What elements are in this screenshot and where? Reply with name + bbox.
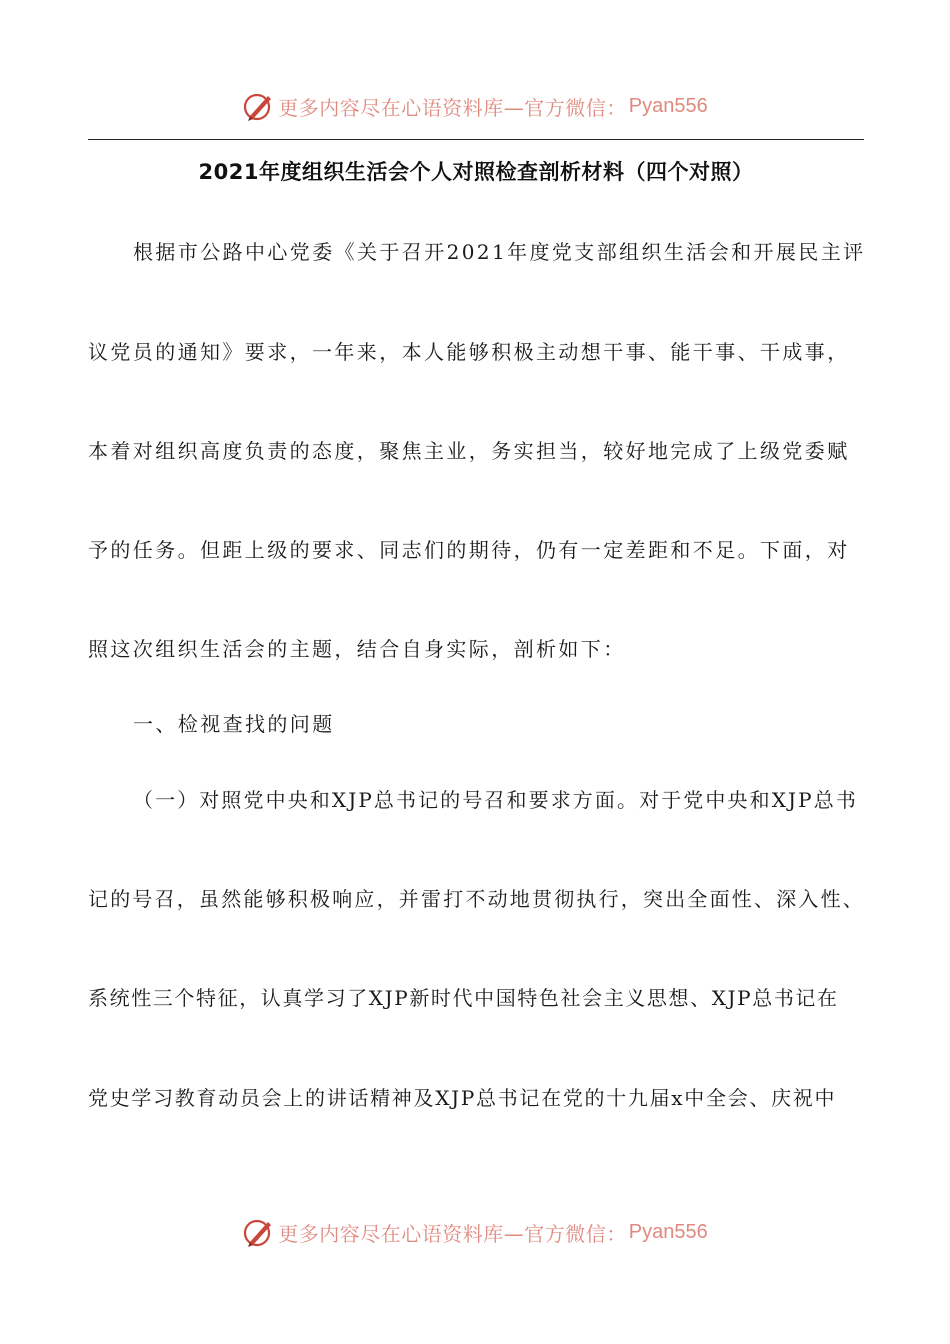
paragraph-line: （一）对照党中央和XJP总书记的号召和要求方面。对于党中央和XJP总书 — [133, 788, 858, 812]
watermark-wechat-handle: Pyan556 — [628, 1220, 708, 1243]
header-divider — [88, 139, 864, 140]
paragraph-line: 予的任务。但距上级的要求、同志们的期待，仍有一定差距和不足。下面，对 — [88, 538, 850, 562]
watermark-header — [0, 86, 950, 126]
watermark-wechat-handle: Pyan556 — [628, 94, 708, 117]
paragraph-line: 议党员的通知》要求，一年来，本人能够积极主动想干事、能干事、干成事， — [88, 340, 850, 364]
paragraph-line: 系统性三个特征，认真学习了XJP新时代中国特色社会主义思想、XJP总书记在 — [88, 986, 839, 1010]
paragraph-line: 本着对组织高度负责的态度，聚焦主业，务实担当，较好地完成了上级党委赋 — [88, 439, 850, 463]
watermark-footer — [0, 1212, 950, 1252]
paragraph-line: 照这次组织生活会的主题，结合自身实际，剖析如下： — [88, 637, 626, 661]
document-title: 2021年度组织生活会个人对照检查剖析材料（四个对照） — [198, 160, 754, 184]
pen-logo-icon — [242, 89, 276, 123]
paragraph-line: 根据市公路中心党委《关于召开2021年度党支部组织生活会和开展民主评 — [133, 240, 866, 264]
section-heading: 一、检视查找的问题 — [133, 712, 335, 736]
paragraph-line: 党史学习教育动员会上的讲话精神及XJP总书记在党的十九届x中全会、庆祝中 — [88, 1086, 837, 1110]
paragraph-line: 记的号召，虽然能够积极响应，并雷打不动地贯彻执行，突出全面性、深入性、 — [88, 887, 865, 911]
watermark-text: 更多内容尽在心语资料库—官方微信： — [278, 95, 627, 120]
watermark-text: 更多内容尽在心语资料库—官方微信： — [278, 1221, 627, 1246]
pen-logo-icon — [242, 1215, 276, 1249]
